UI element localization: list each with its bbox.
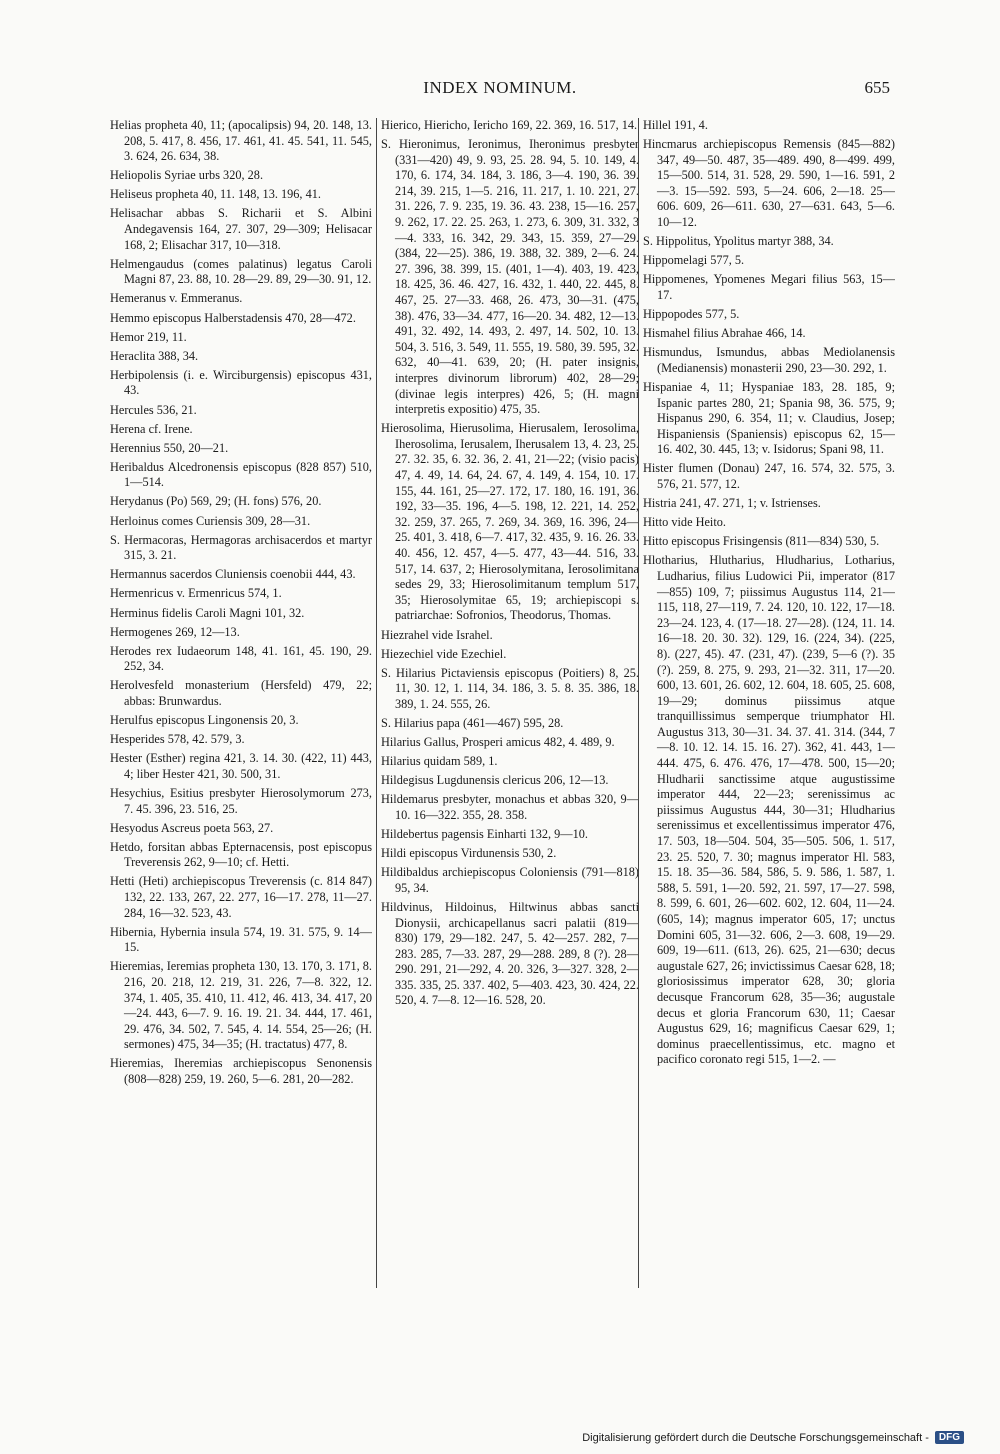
index-entry: Herydanus (Po) 569, 29; (H. fons) 576, 20. bbox=[110, 494, 322, 509]
index-entry: Hieremias, Ieremias propheta 130, 13. 170, 3. 171, 8. 216, 20. 218, 12. 219, 31. 226, 7—8. 322, 12. 374, 1. 405, 35. 410, 11. 412, 46. 413, 34. 417, 20—24. 443, 6—7. 9. 16. 19. 21. 34. 444, 17. 461, 29. 476, 34. 502, 7. 545, 4. 14. 554, 25—26; (H. sermones) 475, 34—35; (H. tractatus) 477, 8. bbox=[110, 959, 372, 1052]
index-entry: Hillel 191, 4. bbox=[643, 118, 708, 132]
index-entry: Hesychius, Esitius presbyter Hierosolymorum 273, 7. 45. 396, 23. 516, 25. bbox=[110, 785, 372, 816]
index-entry: Hermenricus v. Ermenricus 574, 1. bbox=[110, 586, 282, 601]
index-entry: Hismundus, Ismundus, abbas Mediolanensis (Medianensis) monasterii 290, 23—30. 292, 1. bbox=[643, 345, 895, 375]
index-entry: Hermogenes 269, 12—13. bbox=[110, 624, 240, 639]
index-entry: Hippopodes 577, 5. bbox=[643, 307, 740, 322]
index-entry: Heliseus propheta 40, 11. 148, 13. 196, 41. bbox=[110, 187, 321, 202]
index-columns bbox=[110, 118, 895, 1288]
index-entry: Hilarius Gallus, Prosperi amicus 482, 4. 489, 9. bbox=[381, 735, 615, 750]
index-entry: Hismahel filius Abrahae 466, 14. bbox=[643, 326, 806, 341]
index-column-2 bbox=[376, 118, 639, 1288]
dfg-logo: DFG bbox=[935, 1431, 964, 1444]
index-entry: Hilarius quidam 589, 1. bbox=[381, 754, 498, 769]
index-entry: Herbipolensis (i. e. Wirciburgensis) episcopus 431, 43. bbox=[110, 367, 372, 398]
index-entry: Hippomenes, Ypomenes Megari filius 563, 15—17. bbox=[643, 272, 895, 302]
index-entry: S. Hilarius papa (461—467) 595, 28. bbox=[381, 715, 564, 730]
index-entry: Hitto episcopus Frisingensis (811—834) 530, 5. bbox=[643, 534, 880, 549]
index-entry: Hildebertus pagensis Einharti 132, 9—10. bbox=[381, 827, 588, 842]
digitization-footer bbox=[582, 1431, 964, 1444]
index-entry: Hildemarus presbyter, monachus et abbas 320, 9—10. 16—322. 355, 28. 358. bbox=[381, 792, 639, 822]
index-entry: Hiezechiel vide Ezechiel. bbox=[381, 646, 507, 661]
index-entry: Heliopolis Syriae urbs 320, 28. bbox=[110, 168, 264, 183]
index-entry: Hildi episcopus Virdunensis 530, 2. bbox=[381, 846, 557, 861]
index-entry: Hlotharius, Hlutharius, Hludharius, Lotharius, Ludharius, filius Ludowici Pii, imperator (817—855) 109, 7; piissimus Augustus 114, 21—115, 118, 27—119, 7. 24. 120, 10. 122, 17—18. 23—24. 123, 4. (17—18. 27—28). (124, 11. 14. 16—18. 20. 30. 32). 129, 16. (224, 34). (225, 8). (227, 45). 47. (231, 47). (239, 5—6 (?). 35 (?). 259, 8. 275, 9. 293, 21—32. 311, 17—20. 600, 13. 601, 26. 602, 12. 604, 18. 605, 25. 608, 19—29; dominus piissimus atque tranquillissimus semperque triumphator Hl. Augustus 313, 30—31. 34. 37. 41. 314. (344, 7—8. 10. 12. 14. 15. 16. 27). 362, 41. 443, 1—444. 475, 6. 476. 476, 17—478. 500, 15—20; Hludharii sanctissime atque augustissime imperator 444, 22—23; serenissimus ac piissimus Augustus 444, 30—31; Hludharius serenissimus et excellentissimus imperator 476, 17. 503, 18—504. 504, 35—505. 506, 1. 517, 23. 25. 520, 7. 30; magnus imperator Hl. 583, 15. 18. 35—36. 584, 586, 5. 9. 586, 1. 587, 1. 588, 5. 591, 1—20. 592, 21. 597, 17—27. 598, 8. 599, 6. 601, 26—602. 602, 12. 604, 11—24. (605, 14); magnus imperator 605, 17; unctus Domini 605, 31—32. 606, 2—3. 608, 19—29. 609, 19—611. (613, 26). 625, 21—630; decus augustale 627, 26; invictissimus Caesar 628, 18; gloriosissimus imperator 628, 30; gloria decusque Francorum 628, 35—36; augustale decus et gloria Francorum 630, 11; Caesar Augustus 629, 16; magnificus Caesar 629, 1; dominus praecellentissimus, etc. magno et pacifico coronato regi 515, 1—2. — bbox=[643, 553, 895, 1067]
index-entry: Histria 241, 47. 271, 1; v. Istrienses. bbox=[643, 496, 821, 511]
index-entry: Hispaniae 4, 11; Hyspaniae 183, 28. 185, 9; Ispanic partes 280, 21; Spania 98, 36. 575, 9; Hispanus 290, 6. 354, 11; v. Claudius, Josep; Hispaniensis (Spaniensis) episcopus 62, 15—16. 402, 30. 445, 13; v. Isidorus; Spani 98, 11. bbox=[643, 379, 895, 457]
index-entry: S. Hippolitus, Ypolitus martyr 388, 34. bbox=[643, 234, 834, 249]
index-column-3 bbox=[638, 118, 895, 1288]
index-entry: Hildvinus, Hildoinus, Hiltwinus abbas sancti Dionysii, archicapellanus sacri palatii (819—830) 179, 29—182. 247, 5. 42—257. 282, 7—283. 285, 7—33. 287, 29—288. 289, 8 (?). 28—290. 291, 21—292, 4. 20. 326, 3—327. 328, 2—335. 335, 25. 337. 402, 5—403. 423, 30. 424, 22. 520, 4. 7—8. 12—16. 528, 20. bbox=[381, 899, 639, 1008]
index-entry: Herodes rex Iudaeorum 148, 41. 161, 45. 190, 29. 252, 34. bbox=[110, 643, 372, 674]
index-entry: Hiezrahel vide Israhel. bbox=[381, 627, 493, 642]
index-entry: Hibernia, Hybernia insula 574, 19. 31. 575, 9. 14—15. bbox=[110, 924, 372, 955]
index-entry: Hincmarus archiepiscopus Remensis (845—882) 347, 49—50. 487, 35—489. 490, 8—499. 499, 15—500. 514, 31. 528, 29. 590, 1—16. 591, 2—3. 15—592. 593, 5—24. 606, 2—18. 25—606. 609, 26—611. 630, 27—631. 643, 5—6. 10—12. bbox=[643, 137, 895, 230]
index-entry: Hesyodus Ascreus poeta 563, 27. bbox=[110, 820, 274, 835]
page-header bbox=[110, 78, 890, 104]
index-entry: Hemeranus v. Emmeranus. bbox=[110, 291, 243, 306]
index-entry: Hister flumen (Donau) 247, 16. 574, 32. 575, 3. 576, 21. 577, 12. bbox=[643, 461, 895, 491]
index-entry: Hitto vide Heito. bbox=[643, 515, 726, 530]
index-entry: Hemor 219, 11. bbox=[110, 329, 187, 344]
index-entry: Hemmo episcopus Halberstadensis 470, 28—472. bbox=[110, 310, 356, 325]
index-entry: Hildibaldus archiepiscopus Coloniensis (791—818) 95, 34. bbox=[381, 865, 639, 895]
index-entry: Hierico, Hiericho, Iericho 169, 22. 369, 16. 517, 14. bbox=[381, 118, 638, 132]
index-entry: Heribaldus Alcedronensis episcopus (828 857) 510, 1—514. bbox=[110, 459, 372, 490]
page-number: 655 bbox=[864, 78, 890, 97]
index-entry: Heraclita 388, 34. bbox=[110, 348, 199, 363]
index-entry: Hetti (Heti) archiepiscopus Treverensis (c. 814 847) 132, 22. 133, 267, 22. 277, 16—17. 278, 11—27. 284, 16—32. 523, 43. bbox=[110, 874, 372, 920]
index-entry: Hetdo, forsitan abbas Epternacensis, post episcopus Treverensis 262, 9—10; cf. Hetti. bbox=[110, 839, 372, 870]
index-entry: Herminus fidelis Caroli Magni 101, 32. bbox=[110, 605, 305, 620]
page-title: INDEX NOMINUM. bbox=[423, 78, 577, 97]
index-entry: S. Hieronimus, Ieronimus, Iheronimus presbyter (331—420) 49, 9. 93, 25. 28. 94, 5. 10. 149, 4. 170, 6. 174, 34. 184, 3. 186, 3—4. 190, 36. 39. 214, 39. 215, 1—5. 216, 11. 217, 1. 10. 221, 27. 31. 226, 7. 9. 235, 19. 36. 43. 238, 15—16. 257, 9. 262, 17. 22. 25. 263, 1. 273, 6. 309, 31. 332, 3—4. 333, 16. 342, 29. 343, 15. 359, 27—29. (384, 22—25). 386, 19. 388, 32. 389, 2—6. 24. 27. 396, 38. 399, 15. (401, 1—4). 403, 19. 423, 18. 425, 36. 46. 427, 16. 432, 1. 440, 22. 445, 8. 467, 25. 27—33. 468, 26. 473, 30—31. (475, 38). 476, 33—34. 477, 16—20. 34. 482, 12—13. 491, 32. 492, 14. 493, 2. 497, 14. 502, 10. 13. 504, 3. 516, 3. 549, 11. 555, 19. 580, 39. 595, 32. 632, 40—41. 639, 20; (H. pater insignis, interpres divinorum librorum) 402, 28—29; (divinae legis interpres) 426, 5; (H. magni interpretis expositio) 475, 35. bbox=[381, 137, 639, 417]
index-entry: Hippomelagi 577, 5. bbox=[643, 253, 745, 268]
index-entry: Hermannus sacerdos Cluniensis coenobii 444, 43. bbox=[110, 567, 356, 582]
index-column-1 bbox=[110, 118, 372, 1288]
index-entry: S. Hilarius Pictaviensis episcopus (Poitiers) 8, 25. 11, 30. 12, 1. 114, 34. 186, 3. 5. 8. 35. 386, 18. 389, 1. 24. 555, 26. bbox=[381, 665, 639, 711]
index-entry: Helisachar abbas S. Richarii et S. Albini Andegavensis 164, 27. 307, 29—309; Helisacar 168, 2; Elisachar 317, 10—318. bbox=[110, 206, 372, 252]
index-entry: Helmengaudus (comes palatinus) legatus Caroli Magni 87, 23. 88, 10. 28—29. 89, 29—30. 91, 12. bbox=[110, 256, 372, 287]
index-entry: Helias propheta 40, 11; (apocalipsis) 94, 20. 148, 13. 208, 5. 417, 8. 456, 17. 461, 41. 45. 541, 11. 545, 3. 624, 26. 634, 38. bbox=[110, 118, 372, 164]
index-entry: Hester (Esther) regina 421, 3. 14. 30. (422, 11) 443, 4; liber Hester 421, 30. 500, 31. bbox=[110, 751, 372, 781]
index-entry: Herulfus episcopus Lingonensis 20, 3. bbox=[110, 713, 299, 728]
index-entry: Hildegisus Lugdunensis clericus 206, 12—13. bbox=[381, 773, 609, 788]
footer-text: Digitalisierung gefördert durch die Deutsche Forschungsgemeinschaft - bbox=[582, 1431, 929, 1444]
index-entry: Herennius 550, 20—21. bbox=[110, 440, 229, 455]
index-entry: Hierosolima, Hierusolima, Hierusalem, Ierosolima, Iherosolima, Ierusalem, Iherusalem 13, 4. 23, 25. 27. 32. 35, 6. 32. 36, 2. 41, 21—22; (visio pacis) 47, 4. 49, 14. 64, 24. 67, 4. 149, 4. 154, 10. 17. 155, 44. 161, 25—27. 172, 17. 180, 16. 191, 36. 192, 33—35. 196, 4—5. 198, 12. 221, 14. 252, 32. 259, 37. 265, 7. 269, 34. 369, 16. 396, 24—25. 401, 3. 418, 6—7. 417, 32. 435, 9. 16. 26. 33. 40. 456, 12. 457, 4—5. 477, 43—44. 516, 33. 517, 14. 637, 2; Hierosolymitana, Ierosolimitana sedes 29, 33; Hierosolimitanum templum 517, 35; Hierosolymitae 65, 19; archiepiscopi s. patriarchae: Sofronios, Theodorus, Thomas. bbox=[381, 421, 639, 623]
index-entry: Hesperides 578, 42. 579, 3. bbox=[110, 732, 245, 747]
index-entry: Hercules 536, 21. bbox=[110, 402, 197, 417]
index-entry: Herloinus comes Curiensis 309, 28—31. bbox=[110, 513, 311, 528]
index-entry: Herolvesfeld monasterium (Hersfeld) 479, 22; abbas: Brunwardus. bbox=[110, 678, 372, 708]
index-entry: Hieremias, Iheremias archiepiscopus Senonensis (808—828) 259, 19. 260, 5—6. 281, 20—282. bbox=[110, 1056, 372, 1087]
index-entry: Herena cf. Irene. bbox=[110, 421, 193, 436]
index-entry: S. Hermacoras, Hermagoras archisacerdos et martyr 315, 3. 21. bbox=[110, 532, 372, 563]
